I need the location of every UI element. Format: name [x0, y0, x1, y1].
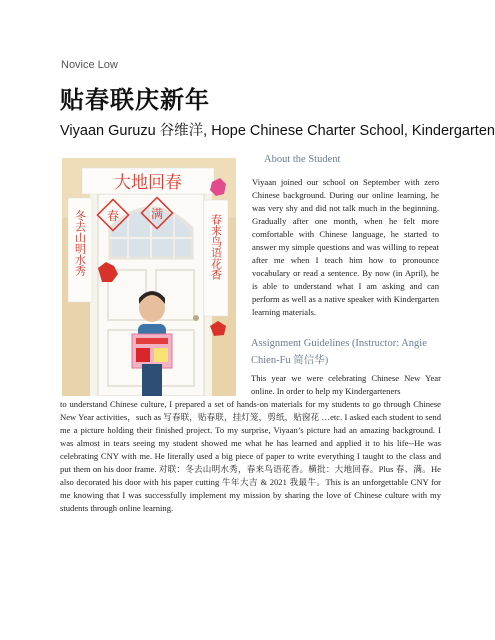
assignment-body: to understand Chinese culture, I prepared a set of hands-on materials for my students to go through Chinese New Year activities，such as 写春联，贴春联，挂灯笼，剪纸，贴窗花 …etc. I asked each student to send me a picture holding their finished project. To my surprise, Viyaan’s picture had an amazing background. I was almost in tears seeing my student showed me what he has learned and applied it to his life--He was celebrating CNY with me. He literally used a big piece of paper to write everything I taught to the class and put them on his door frame. 对联：冬去山明水秀，春来鸟语花香。横批：大地回春。Plus 春、满。He also decorated his door with his paper cutting 牛年大吉 & 2021 我最牛。This is an unforgettable CNY for me knowing that I was successfully implement my mission by sharing the love of Chinese culture with my students through online learning.: [60, 399, 441, 513]
student-photo: [62, 158, 236, 396]
page-title: 贴春联庆新年: [60, 85, 210, 114]
level-label: Novice Low: [61, 59, 118, 71]
left-diamond-text: 春: [106, 209, 120, 223]
about-heading: About the Student: [264, 154, 341, 165]
right-diamond-text: 满: [150, 207, 164, 221]
assignment-body-intro: This year we were celebrating Chinese New Year online. In order to help my Kindergarteners: [251, 373, 441, 396]
assignment-heading: Assignment Guidelines (Instructor: Angie Chien-Fu 简信华): [251, 338, 427, 366]
about-body: Viyaan joined our school on September with zero Chinese background. During our online learning, he was very shy and did not talk much in the beginning. Gradually after one month, when he felt more comfortable with Chinese language, he started to answer my simple questions and was willing to repeat after me when I teach him how to pronounce vocabulary or read a sentence. By now (in April), he is able to understand what I am asking and can perform as well as a native speaker with Kindergarten learning materials.: [252, 177, 439, 317]
top-banner-text: 大地回春: [114, 173, 182, 193]
left-scroll-text: 冬去山明水秀: [73, 210, 87, 276]
byline: Viyaan Guruzu 谷维洋, Hope Chinese Charter School, Kindergarten: [60, 123, 495, 139]
right-scroll-text: 春来鸟语花香: [209, 214, 223, 280]
